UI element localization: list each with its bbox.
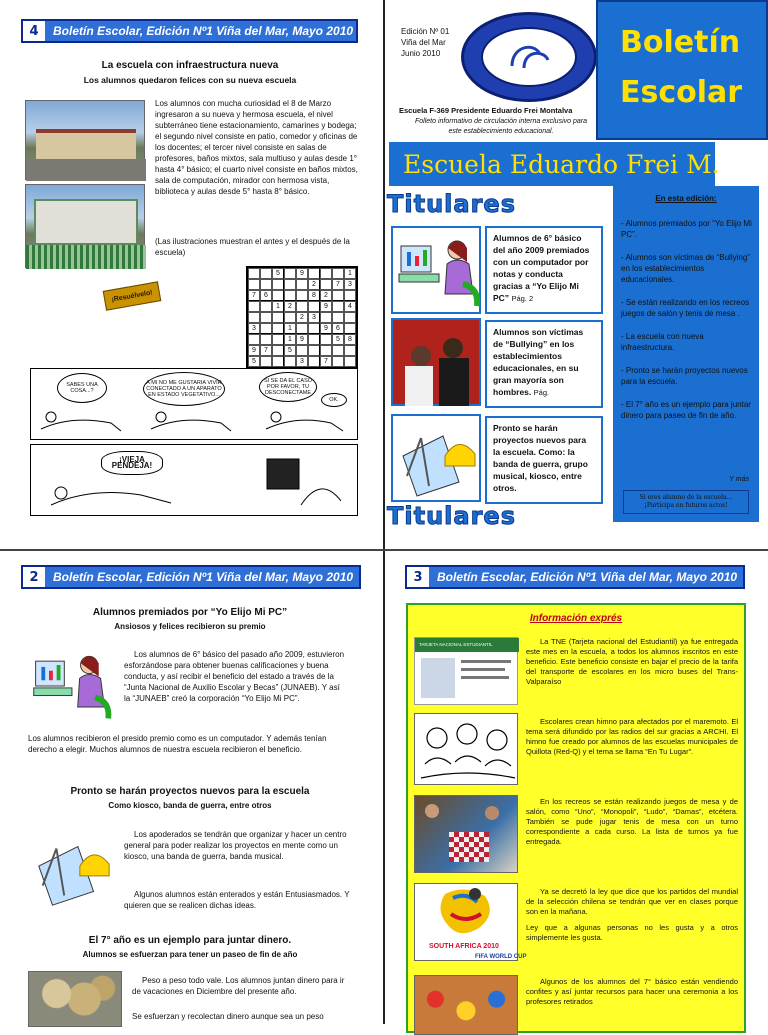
sudoku-cell[interactable] (332, 268, 344, 279)
sudoku-cell[interactable] (308, 356, 320, 367)
project-plans-image (28, 827, 118, 913)
sudoku-cell[interactable]: 8 (344, 334, 356, 345)
title-block (596, 0, 768, 140)
y-mas: Y más (729, 476, 749, 483)
info-express-panel (406, 603, 746, 1033)
school-seal-logo (461, 12, 597, 102)
sudoku-cell[interactable] (344, 290, 356, 301)
fifa-logo-text: SOUTH AFRICA 2010 (429, 943, 499, 950)
sudoku-cell[interactable]: 9 (296, 268, 308, 279)
sudoku-cell[interactable]: 2 (320, 290, 332, 301)
sudoku-cell[interactable] (272, 279, 284, 290)
boletin-title: Boletín (620, 25, 741, 60)
sudoku-cell[interactable] (296, 279, 308, 290)
kids-drawing-image (414, 713, 518, 785)
sudoku-cell[interactable]: 8 (308, 290, 320, 301)
headline-page: Pág. (533, 388, 550, 397)
edition-number: Edición Nº 01 (401, 27, 450, 36)
sudoku-cell[interactable] (248, 301, 260, 312)
titulares-heading-bottom: Titulares (387, 502, 516, 530)
info-paragraph: Ley que a algunas personas no les gusta y a otros simplemente les gusta. (526, 923, 738, 942)
info-paragraph: Algunos de los alumnos del 7° básico están vendiendo confites y así juntar recursos para hacer una ceremonia a los profesores retirados (526, 977, 738, 1006)
escolar-title: Escolar (620, 75, 743, 110)
sudoku-cell[interactable] (284, 279, 296, 290)
project-plans-image (391, 414, 481, 502)
sudoku-cell[interactable] (272, 356, 284, 367)
article-title: El 7° año es un ejemplo para juntar dinero. (88, 935, 292, 946)
sudoku-cell[interactable] (332, 312, 344, 323)
school-before-photo (25, 100, 145, 180)
sidebar-list-item[interactable]: - La escuela con nueva infraestructura. (621, 332, 704, 352)
speech-bubble: ¡VIEJA PENDEJA! (101, 451, 163, 475)
sudoku-cell[interactable]: 4 (344, 301, 356, 312)
sudoku-cell[interactable]: 1 (284, 334, 296, 345)
invite-box: Si eres alumno de la escuela... ¡Participa en futuros actos! (623, 490, 749, 514)
sidebar-title: En esta edición: (655, 194, 717, 203)
candy-photo (414, 975, 518, 1035)
sudoku-cell[interactable] (272, 345, 284, 356)
sudoku-cell[interactable] (260, 279, 272, 290)
fifa-world-cup-logo (414, 883, 527, 961)
article-body: Los alumnos recibieron el presido premio como es un computador. Y además tenían derecho a elegir. Muchos alumnos de nuestra escuela recibieron el beneficio. (28, 734, 327, 754)
sudoku-cell[interactable] (260, 356, 272, 367)
header-title: Boletín Escolar, Edición Nº1 Viña del Mar, Mayo 2010 (53, 24, 354, 38)
sudoku-cell[interactable] (272, 334, 284, 345)
sudoku-cell[interactable]: 3 (296, 356, 308, 367)
computer-student-image (28, 643, 114, 729)
sudoku-cell[interactable] (308, 268, 320, 279)
sudoku-cell[interactable] (260, 323, 272, 334)
sudoku-cell[interactable] (308, 345, 320, 356)
speech-bubble: OK. (321, 393, 347, 407)
sudoku-cell[interactable]: 5 (272, 268, 284, 279)
computer-student-image (391, 226, 481, 314)
sidebar-panel (613, 186, 759, 522)
bullying-photo (391, 318, 481, 406)
folleto-note: Folleto informativo de circulación interna exclusivo para este establecimiento educacional. (415, 118, 587, 135)
page-number: 2 (23, 567, 45, 587)
comic-strip-top (30, 368, 358, 440)
sudoku-cell[interactable] (320, 268, 332, 279)
sudoku-cell[interactable] (296, 301, 308, 312)
sudoku-cell[interactable]: 5 (332, 334, 344, 345)
sudoku-cell[interactable] (320, 312, 332, 323)
sudoku-cell[interactable] (284, 312, 296, 323)
sudoku-cell[interactable] (248, 312, 260, 323)
sudoku-cell[interactable] (260, 268, 272, 279)
sudoku-cell[interactable] (248, 268, 260, 279)
sudoku-cell[interactable] (284, 268, 296, 279)
sudoku-cell[interactable] (308, 323, 320, 334)
page-number: 4 (23, 21, 45, 41)
sudoku-cell[interactable] (332, 356, 344, 367)
sudoku-cell[interactable]: 6 (260, 290, 272, 301)
sidebar-list-item[interactable]: - Se están realizando en los recreos juegos de salón y tenis de mesa . (621, 298, 750, 318)
page-1-cover (385, 0, 768, 549)
sidebar-list-item[interactable]: - Alumnos son víctimas de “Bullying” en los establecimientos educacionales. (621, 253, 750, 284)
sudoku-cell[interactable]: 7 (248, 290, 260, 301)
headline-text: Alumnos son víctimas de “Bullying” en los establecimientos educacionales, en su gran mayoría son hombres. (493, 327, 584, 397)
coins-photo (28, 971, 122, 1027)
article-note: (Las ilustraciones muestran el antes y el después de la escuela) (155, 237, 350, 257)
tne-card-image (414, 637, 518, 705)
sudoku-cell[interactable] (248, 279, 260, 290)
sudoku-cell[interactable] (332, 290, 344, 301)
headline-item[interactable] (485, 226, 603, 314)
info-paragraph: En los recreos se están realizando juegos de mesa y de salón, como “Uno”, “Monopoli”, “Ludo”, “Damas”, etcétera. También se pude jugar tenis de mesa con un turno correspondiente a cada curso. La lista de turnos ya fue entregada. (526, 797, 738, 846)
sudoku-cell[interactable] (272, 323, 284, 334)
speech-bubble: SI SE DA EL CASO POR FAVOR, TU DESCONECTAME (259, 372, 317, 402)
comic-drawing (31, 445, 359, 517)
article-subtitle: Los alumnos quedaron felices con su nueva escuela (83, 75, 297, 85)
edition-info (401, 26, 449, 59)
sidebar-list-item[interactable]: - Pronto se harán proyectos nuevos para la escuela. (621, 366, 748, 386)
sudoku-cell[interactable]: 1 (344, 268, 356, 279)
page-header (21, 565, 361, 589)
sudoku-cell[interactable]: 1 (284, 323, 296, 334)
resuelvelo-sticker: ¡Resuélvelo! (103, 281, 162, 310)
sudoku-cell[interactable]: 3 (344, 279, 356, 290)
titulares-heading-top: Titulares (387, 190, 516, 218)
article-subtitle: Como kiosco, banda de guerra, entre otros (108, 801, 272, 810)
article-subtitle: Ansiosos y felices recibieron su premio (114, 622, 266, 631)
page-2 (0, 551, 383, 1024)
sudoku-cell[interactable] (260, 334, 272, 345)
info-express-title: Información exprés (529, 613, 623, 624)
sudoku-cell[interactable] (344, 345, 356, 356)
sudoku-grid[interactable] (246, 266, 358, 369)
headline-item[interactable] (485, 320, 603, 408)
sudoku-cell[interactable] (344, 323, 356, 334)
sudoku-cell[interactable]: 6 (332, 323, 344, 334)
article-subtitle: Alumnos se esfuerzan para tener un paseo de fin de año (82, 950, 298, 959)
headline-text: Pronto se harán proyectos nuevos para la escuela. Como: la banda de guerra, grupo musical, kiosco, entre otros. (493, 423, 588, 493)
sidebar-list-item[interactable]: - Alumnos premiados por “Yo Elijo Mi PC”. (621, 219, 752, 239)
sudoku-cell[interactable]: 9 (296, 334, 308, 345)
sudoku-cell[interactable]: 1 (272, 301, 284, 312)
sudoku-cell[interactable] (296, 345, 308, 356)
article-title: Pronto se harán proyectos nuevos para la escuela (70, 786, 310, 797)
edition-city: Viña del Mar (401, 38, 446, 47)
sudoku-cell[interactable] (272, 290, 284, 301)
sudoku-cell[interactable]: 7 (332, 279, 344, 290)
page-header (405, 565, 745, 589)
sudoku-cell[interactable] (248, 334, 260, 345)
school-after-photo (25, 184, 145, 268)
sudoku-cell[interactable] (320, 334, 332, 345)
sudoku-cell[interactable]: 2 (284, 301, 296, 312)
article-body: Algunos alumnos están enterados y están Entusiasmados. Y quieren que se realicen dichas ideas. (124, 890, 350, 910)
tne-card-label: TARJETA NACIONAL ESTUDIANTIL (415, 638, 519, 652)
sudoku-cell[interactable]: 2 (296, 312, 308, 323)
sidebar-list (621, 218, 753, 433)
page-number: 3 (407, 567, 429, 587)
sudoku-cell[interactable] (320, 345, 332, 356)
article-body: Se esfuerzan y recolectan dinero aunque sea un peso (132, 1012, 324, 1021)
sudoku-cell[interactable]: 3 (248, 323, 260, 334)
page-3 (385, 551, 768, 1024)
article-title: Alumnos premiados por “Yo Elijo Mi PC” (92, 607, 288, 618)
sudoku-cell[interactable] (308, 334, 320, 345)
sudoku-cell[interactable] (344, 312, 356, 323)
speech-bubble: A MI NO ME GUSTARIA VIVIR CONECTADO A UN APARATO EN ESTADO VEGETATIVO... (143, 372, 225, 406)
sudoku-cell[interactable]: 2 (308, 279, 320, 290)
sudoku-cell[interactable] (344, 356, 356, 367)
comic-drawing (31, 369, 359, 441)
page-4 (0, 0, 383, 549)
article-title: La escuela con infraestructura nueva (101, 60, 279, 71)
headline-page: Pág. 2 (511, 294, 534, 303)
sudoku-cell[interactable] (260, 301, 272, 312)
sudoku-cell[interactable]: 9 (320, 323, 332, 334)
sudoku-cell[interactable] (296, 290, 308, 301)
sudoku-cell[interactable] (332, 345, 344, 356)
headline-item[interactable] (485, 416, 603, 504)
speech-bubble: SABES UNA COSA...? (57, 373, 107, 403)
page-header (21, 19, 358, 43)
sudoku-cell[interactable]: 7 (320, 356, 332, 367)
article-body: Peso a peso todo vale. Los alumnos juntan dinero para ir de vacaciones en Diciembre del presente año. (132, 976, 345, 996)
info-paragraph: Ya se decretó la ley que dice que los partidos del mundial de la selección chilena se tendrán que ver en clases porque son en la mañana. (526, 887, 738, 916)
header-title: Boletín Escolar, Edición Nº1 Viña del Mar, Mayo 2010 (437, 570, 738, 584)
sudoku-cell[interactable] (284, 356, 296, 367)
info-paragraph: Escolares crean himno para afectados por el maremoto. El tema será difundido por las radios del sur gracias a ARCHI. El himno fue creado por alumnos de las escuelas municipales de Quillota (Red-Q) y el tema se llama “En Tu Lugar”. (526, 717, 738, 756)
article-body: Los apoderados se tendrán que organizar y hacer un centro general para poder realizar los proyectos en mente como un kiosco, una banda de guerra, banda musical. (124, 830, 347, 861)
article-body: Los alumnos de 6° básico del pasado año 2009, estuvieron esforzándose para obtener buenas calificaciones y buena conducta, y así recibir el beneficio del estado a través de la “Junta Nacional de Auxilio Escolar y Becas” (JUNAEB). Y así la “JUNAEB” creó la corporación “Yo Elijo Mi PC”. (124, 650, 345, 703)
header-title: Boletín Escolar, Edición Nº1 Viña del Mar, Mayo 2010 (53, 570, 354, 584)
sudoku-cell[interactable] (320, 279, 332, 290)
fifa-logo-subtext: FIFA WORLD CUP (475, 954, 527, 960)
sudoku-cell[interactable] (332, 301, 344, 312)
sudoku-cell[interactable]: 9 (320, 301, 332, 312)
school-line: Escuela F-369 Presidente Eduardo Frei Montalva (399, 106, 573, 115)
sudoku-cell[interactable]: 7 (260, 345, 272, 356)
headline-text: Alumnos de 6° básico del año 2009 premiados con un computador por notas y conducta gracias a “Yo Elijo Mi PC” (493, 233, 590, 303)
sudoku-cell[interactable]: 3 (308, 312, 320, 323)
sidebar-list-item[interactable]: - El 7° año es un ejemplo para juntar dinero para paseo de fin de año. (621, 400, 751, 420)
sudoku-cell[interactable]: 5 (284, 345, 296, 356)
comic-strip-bottom (30, 444, 358, 516)
article-body: Los alumnos con mucha curiosidad el 8 de Marzo ingresaron a su nueva y hermosa escuela, el nivel subterráneo tiene estacionamiento, camarines y bodega; el segundo nivel consiste en patio, comedor y oficinas de los docentes; el tercer nivel consiste en salas de profesores, baños mixtos, sala multiuso y aulas desde 1° hasta 4° básico; el cuarto nivel consiste en baños mixtos, sala de computación, mirador con hermosa vista, biblioteca y aulas desde 5° hasta 8° básico. (155, 99, 358, 196)
board-games-photo (414, 795, 518, 873)
sudoku-cell[interactable] (284, 290, 296, 301)
sudoku-cell[interactable] (272, 312, 284, 323)
info-paragraph: La TNE (Tarjeta nacional del Estudiantil) ya fue entregada este mes en la escuela, a todos los alumnos inscritos en este beneficio. Este beneficio consiste en bajar el precio de la tarifa del transporte de escolares en los micro buses del Trans-Valparaíso (526, 637, 738, 686)
sudoku-cell[interactable] (308, 301, 320, 312)
edition-date: Junio 2010 (401, 49, 441, 58)
sudoku-cell[interactable] (260, 312, 272, 323)
sudoku-cell[interactable]: 5 (248, 356, 260, 367)
sudoku-cell[interactable]: 9 (248, 345, 260, 356)
sudoku-cell[interactable] (296, 323, 308, 334)
school-name-banner: Escuela Eduardo Frei M. (389, 142, 715, 186)
